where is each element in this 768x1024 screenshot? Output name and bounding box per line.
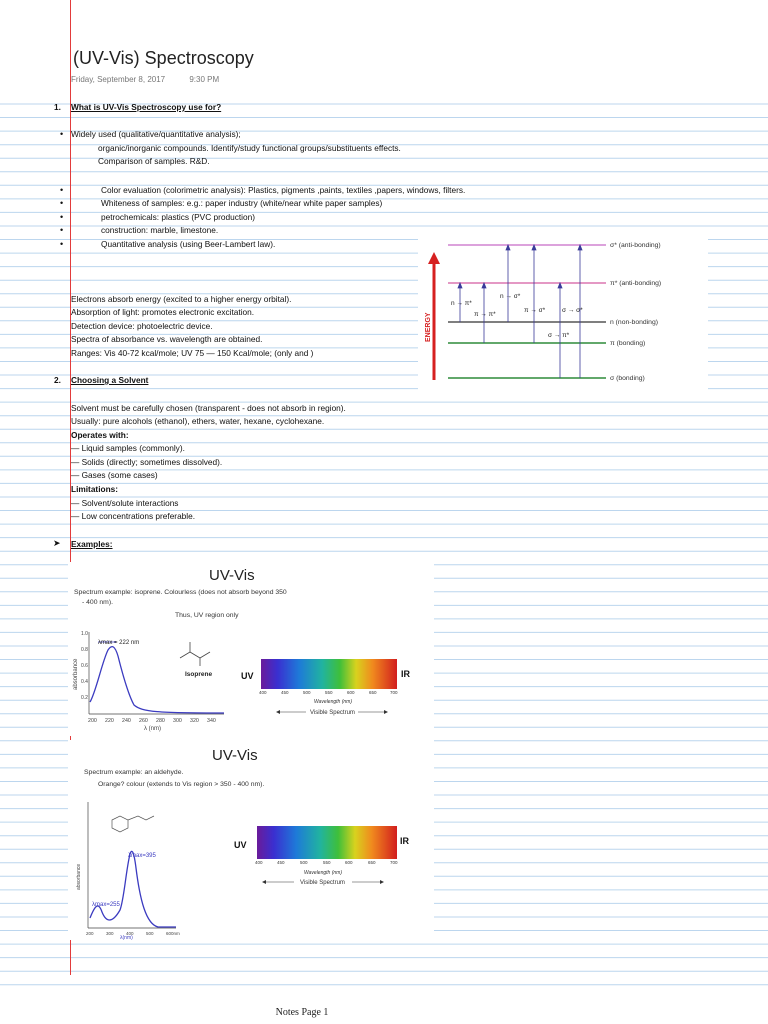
bullet-icon: •: [60, 225, 64, 235]
page-title[interactable]: (UV-Vis) Spectroscopy: [73, 48, 254, 68]
x-axis-label: λ (nm): [144, 726, 161, 732]
section1-bullet: Widely used (qualitative/quantitative analysis);: [71, 129, 241, 139]
section1-number: 1.: [54, 102, 61, 112]
level-label: π (bonding): [610, 340, 646, 347]
list-item: Color evaluation (colorimetric analysis): Plastics, pigments ,paints, textiles ,papers, windows, filters.: [101, 185, 466, 195]
transition-label: π → π*: [474, 311, 496, 318]
y-tick: 0.2: [81, 695, 88, 701]
y-tick: 1.0: [81, 631, 88, 637]
level-label: σ (bonding): [610, 375, 645, 382]
transition-label: σ → σ*: [562, 307, 583, 314]
x-tick: 300: [173, 718, 182, 724]
section1-sub1: organic/inorganic compounds. Identify/study functional groups/substituents effects.: [98, 143, 401, 153]
list-item: Quantitative analysis (using Beer-Lambert law).: [101, 239, 276, 249]
scale-tick: 550: [325, 690, 333, 695]
solvent-line: Usually: pure alcohols (ethanol), ethers, water, hexane, cyclohexane.: [71, 416, 325, 426]
slide-text: Thus, UV region only: [175, 612, 239, 619]
visible-spectrum-bar: [261, 659, 397, 689]
transition-label: n → σ*: [500, 293, 521, 300]
slide-text: Spectrum example: an aldehyde.: [84, 769, 184, 776]
uv-label: UV: [234, 840, 247, 850]
page-date: [71, 75, 241, 84]
wavelength-label: Wavelength (nm): [304, 870, 342, 876]
slide-text: Spectrum example: isoprene. Colourless (does not absorb beyond 350: [74, 589, 287, 596]
x-tick: 600nm: [166, 931, 180, 936]
wavelength-label: Wavelength (nm): [314, 699, 352, 705]
level-label: n (non-bonding): [610, 319, 658, 326]
slide-text: - 400 nm).: [82, 599, 113, 606]
y-tick: 0.4: [81, 679, 88, 685]
list-item: Whiteness of samples: e.g.: paper industry (white/near white paper samples): [101, 198, 383, 208]
ir-label: IR: [400, 836, 409, 846]
x-tick: 320: [190, 718, 199, 724]
level-label: σ* (anti-bonding): [610, 242, 661, 249]
date-text: Friday, September 8, 2017: [71, 75, 166, 84]
y-axis-label: absorbance: [73, 658, 79, 690]
molecule-label: Isoprene: [185, 671, 213, 678]
x-tick: 300: [106, 931, 114, 936]
scale-tick: 700: [390, 690, 398, 695]
section2-heading: Choosing a Solvent: [71, 375, 149, 385]
list-item: petrochemicals: plastics (PVC production): [101, 212, 256, 222]
limitations-item: — Low concentrations preferable.: [71, 511, 196, 521]
operates-item: — Solids (directly; sometimes dissolved).: [71, 457, 223, 467]
y-axis-label: absorbance: [76, 863, 82, 890]
section2-number: 2.: [54, 375, 61, 385]
examples-heading: Examples:: [71, 539, 113, 549]
level-label: π* (anti-bonding): [610, 280, 662, 287]
slide-text: Orange? colour (extends to Vis region > 350 - 400 nm).: [98, 781, 265, 788]
note-line: Spectra of absorbance vs. wavelength are obtained.: [71, 334, 263, 344]
slide-title: UV-Vis: [209, 567, 255, 584]
ir-label: IR: [401, 669, 410, 679]
peak-label: λmax=255: [92, 902, 120, 908]
scale-tick: 600: [345, 860, 353, 865]
y-tick: 0.6: [81, 663, 88, 669]
scale-tick: 550: [323, 860, 331, 865]
time-text: 9:30 PM: [189, 75, 220, 84]
x-tick: 220: [105, 718, 114, 724]
list-item: construction: marble, limestone.: [101, 225, 219, 235]
transition-label: n → π*: [451, 300, 472, 307]
arrow-bullet-icon: ➤: [53, 538, 61, 548]
energy-level-diagram: [418, 230, 708, 390]
scale-tick: 450: [277, 860, 285, 865]
peak-label: λmax=395: [128, 853, 156, 859]
visible-label: Visible Spectrum: [310, 710, 355, 716]
uv-label: UV: [241, 671, 254, 681]
scale-tick: 500: [300, 860, 308, 865]
scale-tick: 450: [281, 690, 289, 695]
scale-tick: 650: [369, 690, 377, 695]
scale-tick: 400: [255, 860, 263, 865]
bullet-icon: •: [60, 239, 64, 249]
x-tick: 280: [156, 718, 165, 724]
scale-tick: 500: [303, 690, 311, 695]
note-line: Detection device: photoelectric device.: [71, 321, 213, 331]
y-tick: 0.8: [81, 647, 88, 653]
x-axis-label: λ(nm): [120, 935, 133, 940]
section1-heading: What is UV-Vis Spectroscopy use for?: [71, 102, 222, 112]
limitations-heading: Limitations:: [71, 484, 119, 494]
note-line: Electrons absorb energy (excited to a higher energy orbital).: [71, 294, 292, 304]
x-tick: 200: [86, 931, 94, 936]
note-line: Absorption of light: promotes electronic excitation.: [71, 307, 255, 317]
energy-arrowhead: [428, 252, 440, 264]
solvent-line: Solvent must be carefully chosen (transparent - does not absorb in region).: [71, 403, 346, 413]
visible-label: Visible Spectrum: [300, 880, 345, 886]
peak-label: λmax = 222 nm: [98, 640, 140, 646]
transition-label: σ → π*: [548, 332, 570, 339]
bullet-icon: •: [60, 198, 64, 208]
limitations-item: — Solvent/solute interactions: [71, 498, 179, 508]
note-line: Ranges: Vis 40-72 kcal/mole; UV 75 — 150 Kcal/mole; (only and ): [71, 348, 314, 358]
x-tick: 260: [139, 718, 148, 724]
operates-heading: Operates with:: [71, 430, 129, 440]
slide-title: UV-Vis: [212, 747, 258, 764]
scale-tick: 400: [259, 690, 267, 695]
bullet-icon: •: [60, 129, 64, 139]
x-tick: 240: [122, 718, 131, 724]
operates-item: — Gases (some cases): [71, 470, 158, 480]
section1-sub2: Comparison of samples. R&D.: [98, 156, 210, 166]
x-tick: 200: [88, 718, 97, 724]
page-footer: Notes Page 1: [275, 1007, 329, 1018]
example-slide-aldehyde: [68, 740, 434, 940]
transition-label: π → σ*: [524, 307, 546, 314]
x-tick: 400: [126, 931, 134, 936]
bullet-icon: •: [60, 185, 64, 195]
scale-tick: 600: [347, 690, 355, 695]
bullet-icon: •: [60, 212, 64, 222]
x-tick: 340: [207, 718, 216, 724]
scale-tick: 700: [390, 860, 398, 865]
energy-axis-label: ENERGY: [425, 312, 432, 342]
example-slide-isoprene: [68, 562, 434, 736]
x-tick: 500: [146, 931, 154, 936]
operates-item: — Liquid samples (commonly).: [71, 443, 185, 453]
scale-tick: 650: [368, 860, 376, 865]
visible-spectrum-bar: [257, 826, 397, 859]
